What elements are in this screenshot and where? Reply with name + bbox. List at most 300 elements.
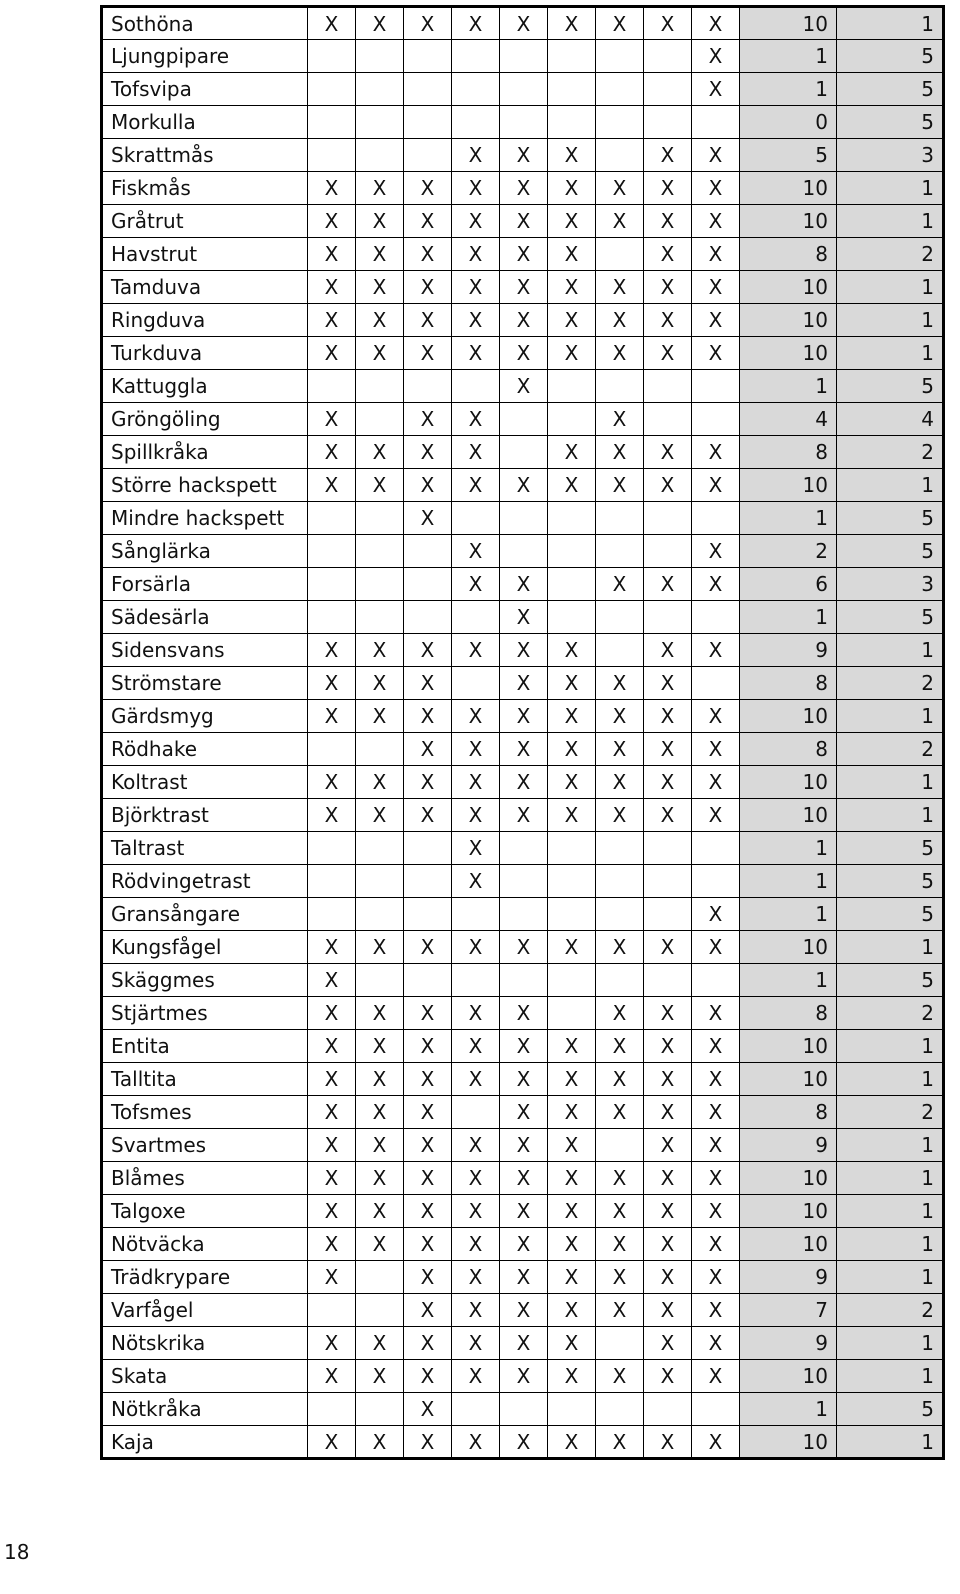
count-cell: 9 [740,1327,837,1360]
mark-cell: X [452,337,500,370]
species-name: Gröngöling [102,403,308,436]
mark-cell: X [500,205,548,238]
species-name: Stjärtmes [102,997,308,1030]
score-cell: 4 [837,403,944,436]
mark-cell: X [692,1228,740,1261]
mark-cell: X [308,7,356,40]
mark-cell: X [404,1162,452,1195]
mark-cell: X [548,172,596,205]
mark-cell: X [452,1228,500,1261]
mark-cell: X [404,700,452,733]
table-row [102,304,944,337]
species-name: Sidensvans [102,634,308,667]
mark-cell: X [500,172,548,205]
mark-cell [644,898,692,931]
mark-cell: X [548,469,596,502]
mark-cell: X [308,337,356,370]
mark-cell: X [596,568,644,601]
mark-cell: X [452,469,500,502]
mark-cell: X [692,535,740,568]
table-row [102,73,944,106]
mark-cell: X [548,700,596,733]
table-row [102,1129,944,1162]
mark-cell: X [644,469,692,502]
mark-cell: X [692,1327,740,1360]
count-cell: 8 [740,238,837,271]
mark-cell [404,568,452,601]
score-cell: 5 [837,898,944,931]
table-row [102,535,944,568]
table-row [102,271,944,304]
mark-cell [356,964,404,997]
mark-cell [644,601,692,634]
mark-cell [644,370,692,403]
mark-cell [692,370,740,403]
mark-cell: X [596,667,644,700]
score-cell: 1 [837,700,944,733]
score-cell: 1 [837,1426,944,1459]
mark-cell [500,73,548,106]
mark-cell: X [644,436,692,469]
mark-cell: X [548,766,596,799]
mark-cell: X [692,1261,740,1294]
species-name: Kaja [102,1426,308,1459]
species-name: Gransångare [102,898,308,931]
table-row [102,7,944,40]
score-cell: 5 [837,601,944,634]
mark-cell: X [596,1096,644,1129]
mark-cell [308,370,356,403]
score-cell: 1 [837,799,944,832]
mark-cell: X [500,271,548,304]
count-cell: 8 [740,733,837,766]
mark-cell: X [692,898,740,931]
mark-cell: X [692,73,740,106]
mark-cell: X [404,1129,452,1162]
mark-cell: X [452,1261,500,1294]
mark-cell: X [692,1162,740,1195]
mark-cell [596,535,644,568]
score-cell: 1 [837,1030,944,1063]
mark-cell: X [596,997,644,1030]
mark-cell: X [404,238,452,271]
species-name: Sothöna [102,7,308,40]
mark-cell [308,73,356,106]
mark-cell: X [404,271,452,304]
mark-cell: X [548,304,596,337]
mark-cell: X [596,1261,644,1294]
table-row [102,403,944,436]
mark-cell: X [500,1096,548,1129]
mark-cell: X [308,238,356,271]
mark-cell: X [548,337,596,370]
species-name: Varfågel [102,1294,308,1327]
count-cell: 10 [740,1030,837,1063]
mark-cell [404,535,452,568]
mark-cell [308,733,356,766]
mark-cell: X [500,568,548,601]
mark-cell: X [692,997,740,1030]
mark-cell: X [692,1129,740,1162]
mark-cell: X [548,1063,596,1096]
mark-cell: X [596,1360,644,1393]
mark-cell: X [308,1360,356,1393]
mark-cell [404,73,452,106]
score-cell: 5 [837,832,944,865]
table-row [102,832,944,865]
mark-cell [548,568,596,601]
mark-cell: X [404,205,452,238]
table-row [102,1096,944,1129]
score-cell: 1 [837,7,944,40]
mark-cell: X [452,139,500,172]
mark-cell [356,40,404,73]
mark-cell: X [452,700,500,733]
mark-cell: X [596,403,644,436]
mark-cell [596,898,644,931]
mark-cell: X [308,403,356,436]
mark-cell: X [692,634,740,667]
mark-cell: X [356,337,404,370]
mark-cell [404,40,452,73]
table-row [102,1294,944,1327]
mark-cell [548,1393,596,1426]
count-cell: 10 [740,1228,837,1261]
mark-cell [452,667,500,700]
mark-cell: X [548,1360,596,1393]
mark-cell: X [692,205,740,238]
mark-cell: X [356,304,404,337]
score-cell: 1 [837,205,944,238]
mark-cell: X [452,535,500,568]
mark-cell: X [692,799,740,832]
mark-cell: X [692,1063,740,1096]
score-cell: 1 [837,304,944,337]
mark-cell [692,667,740,700]
mark-cell: X [644,568,692,601]
mark-cell [452,601,500,634]
mark-cell [500,865,548,898]
mark-cell: X [452,304,500,337]
mark-cell: X [404,337,452,370]
count-cell: 9 [740,634,837,667]
mark-cell [500,1393,548,1426]
mark-cell: X [500,1195,548,1228]
mark-cell: X [308,634,356,667]
mark-cell: X [644,1327,692,1360]
mark-cell: X [596,436,644,469]
mark-cell: X [644,1129,692,1162]
mark-cell [644,73,692,106]
mark-cell: X [644,271,692,304]
mark-cell: X [692,1360,740,1393]
mark-cell: X [644,667,692,700]
mark-cell: X [692,568,740,601]
table-row [102,1030,944,1063]
score-cell: 1 [837,1360,944,1393]
species-name: Talgoxe [102,1195,308,1228]
mark-cell [692,601,740,634]
table-row [102,1393,944,1426]
score-cell: 2 [837,1096,944,1129]
mark-cell [644,964,692,997]
mark-cell: X [548,1426,596,1459]
mark-cell [404,898,452,931]
mark-cell: X [644,1294,692,1327]
mark-cell [644,832,692,865]
mark-cell [596,1393,644,1426]
mark-cell: X [500,766,548,799]
mark-cell: X [692,1426,740,1459]
mark-cell: X [692,7,740,40]
mark-cell: X [500,733,548,766]
mark-cell [692,865,740,898]
mark-cell [452,964,500,997]
count-cell: 1 [740,964,837,997]
mark-cell: X [452,865,500,898]
mark-cell [596,1327,644,1360]
count-cell: 8 [740,436,837,469]
mark-cell: X [644,766,692,799]
mark-cell: X [308,667,356,700]
mark-cell: X [500,1030,548,1063]
mark-cell: X [500,700,548,733]
count-cell: 0 [740,106,837,139]
mark-cell [548,832,596,865]
mark-cell: X [644,139,692,172]
mark-cell: X [356,634,404,667]
count-cell: 10 [740,1162,837,1195]
mark-cell: X [644,205,692,238]
mark-cell [644,502,692,535]
score-cell: 5 [837,370,944,403]
mark-cell [356,601,404,634]
mark-cell [356,832,404,865]
mark-cell [452,370,500,403]
mark-cell: X [356,931,404,964]
mark-cell: X [692,931,740,964]
mark-cell: X [356,1162,404,1195]
score-cell: 5 [837,73,944,106]
mark-cell: X [548,799,596,832]
mark-cell: X [404,1327,452,1360]
mark-cell: X [452,1294,500,1327]
table-row [102,139,944,172]
mark-cell: X [548,1261,596,1294]
score-cell: 1 [837,1162,944,1195]
species-name: Gråtrut [102,205,308,238]
table-row [102,997,944,1030]
mark-cell: X [596,1063,644,1096]
score-cell: 2 [837,436,944,469]
mark-cell: X [308,304,356,337]
mark-cell [356,1393,404,1426]
count-cell: 10 [740,469,837,502]
mark-cell: X [500,799,548,832]
species-name: Talltita [102,1063,308,1096]
mark-cell: X [452,733,500,766]
mark-cell: X [548,1096,596,1129]
species-name: Blåmes [102,1162,308,1195]
mark-cell: X [500,1129,548,1162]
mark-cell: X [452,766,500,799]
mark-cell: X [308,766,356,799]
mark-cell: X [548,667,596,700]
mark-cell: X [596,1426,644,1459]
score-cell: 5 [837,1393,944,1426]
species-name: Rödhake [102,733,308,766]
mark-cell: X [308,1063,356,1096]
species-name: Turkduva [102,337,308,370]
table-row [102,733,944,766]
species-name: Ringduva [102,304,308,337]
table-row [102,40,944,73]
count-cell: 10 [740,271,837,304]
mark-cell [404,964,452,997]
mark-cell: X [404,502,452,535]
mark-cell [692,964,740,997]
mark-cell: X [404,1393,452,1426]
mark-cell: X [308,1096,356,1129]
table-row [102,1228,944,1261]
mark-cell: X [548,1294,596,1327]
mark-cell: X [692,436,740,469]
mark-cell: X [596,766,644,799]
mark-cell [500,964,548,997]
mark-cell [356,370,404,403]
count-cell: 1 [740,370,837,403]
species-name: Entita [102,1030,308,1063]
mark-cell [596,40,644,73]
mark-cell: X [452,931,500,964]
mark-cell: X [356,172,404,205]
species-name: Större hackspett [102,469,308,502]
mark-cell [404,370,452,403]
score-cell: 5 [837,40,944,73]
mark-cell: X [308,1195,356,1228]
mark-cell: X [452,568,500,601]
mark-cell: X [452,799,500,832]
mark-cell [356,568,404,601]
score-cell: 5 [837,964,944,997]
mark-cell: X [644,1030,692,1063]
mark-cell: X [452,205,500,238]
count-cell: 10 [740,1426,837,1459]
count-cell: 10 [740,205,837,238]
mark-cell: X [500,1162,548,1195]
table-row [102,205,944,238]
mark-cell: X [356,1129,404,1162]
mark-cell: X [500,931,548,964]
mark-cell [644,1393,692,1426]
mark-cell [356,898,404,931]
mark-cell [548,370,596,403]
mark-cell: X [644,7,692,40]
mark-cell: X [548,931,596,964]
mark-cell: X [356,238,404,271]
score-cell: 2 [837,1294,944,1327]
table-row [102,766,944,799]
score-cell: 5 [837,502,944,535]
count-cell: 10 [740,7,837,40]
mark-cell [596,370,644,403]
score-cell: 1 [837,1327,944,1360]
mark-cell: X [500,1063,548,1096]
mark-cell: X [452,238,500,271]
species-name: Skata [102,1360,308,1393]
mark-cell: X [548,1327,596,1360]
mark-cell [692,502,740,535]
mark-cell: X [500,1228,548,1261]
table-row [102,964,944,997]
mark-cell [308,568,356,601]
mark-cell: X [596,172,644,205]
mark-cell: X [596,1030,644,1063]
mark-cell [548,403,596,436]
mark-cell: X [452,634,500,667]
mark-cell: X [500,1327,548,1360]
mark-cell [308,1393,356,1426]
mark-cell: X [308,469,356,502]
table-row [102,172,944,205]
mark-cell: X [644,1162,692,1195]
count-cell: 8 [740,1096,837,1129]
mark-cell: X [548,1030,596,1063]
mark-cell [500,106,548,139]
species-name: Rödvingetrast [102,865,308,898]
mark-cell: X [308,931,356,964]
mark-cell: X [356,700,404,733]
species-name: Sädesärla [102,601,308,634]
species-name: Björktrast [102,799,308,832]
mark-cell: X [404,304,452,337]
mark-cell: X [356,766,404,799]
mark-cell: X [452,1030,500,1063]
mark-cell: X [596,337,644,370]
table-row [102,337,944,370]
mark-cell: X [356,997,404,1030]
table-row [102,370,944,403]
mark-cell [356,139,404,172]
mark-cell [548,73,596,106]
table-row [102,1195,944,1228]
mark-cell [644,865,692,898]
table-row [102,931,944,964]
species-name: Morkulla [102,106,308,139]
mark-cell: X [404,469,452,502]
mark-cell: X [308,1228,356,1261]
mark-cell: X [404,1426,452,1459]
mark-cell [692,106,740,139]
mark-cell [548,898,596,931]
mark-cell [596,865,644,898]
mark-cell [548,502,596,535]
mark-cell: X [644,304,692,337]
mark-cell [452,73,500,106]
mark-cell: X [308,1030,356,1063]
mark-cell: X [644,733,692,766]
count-cell: 1 [740,832,837,865]
mark-cell: X [356,1360,404,1393]
mark-cell: X [644,931,692,964]
mark-cell: X [356,1096,404,1129]
score-cell: 3 [837,568,944,601]
mark-cell: X [500,7,548,40]
mark-cell [596,502,644,535]
mark-cell: X [452,436,500,469]
mark-cell: X [356,1030,404,1063]
table-row [102,1063,944,1096]
